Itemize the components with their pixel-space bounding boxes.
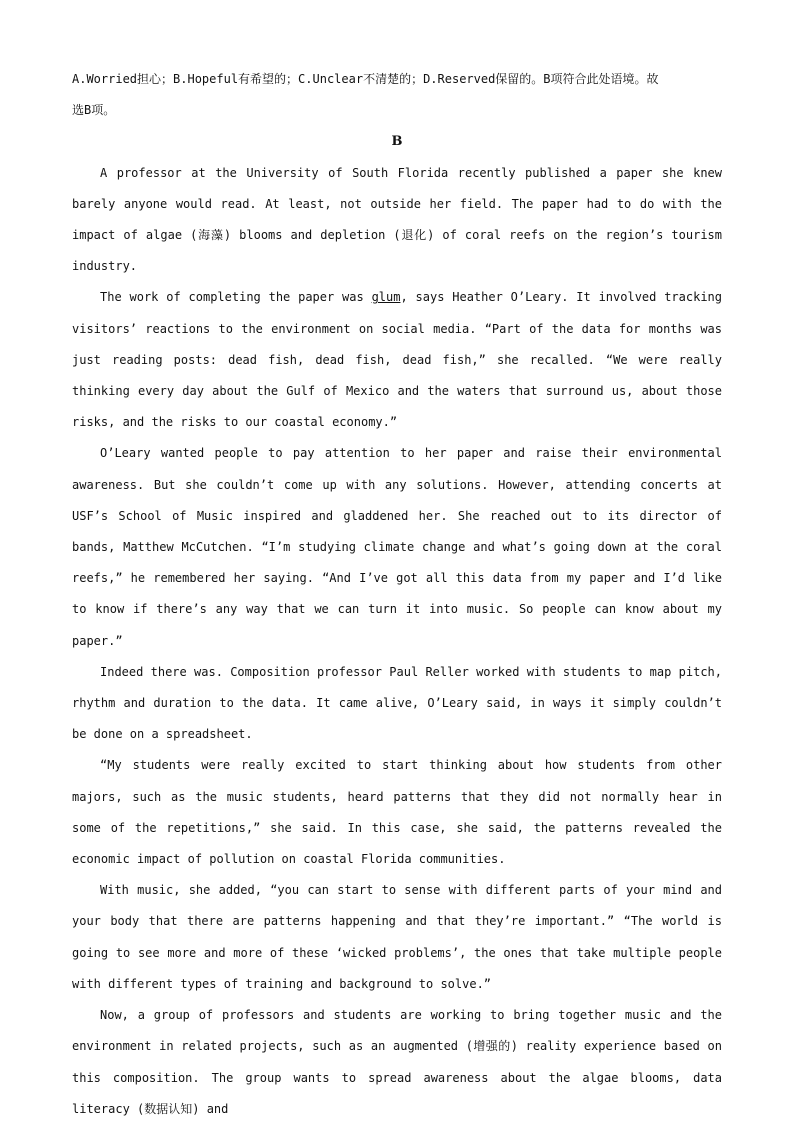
paragraph-6: With music, she added, “you can start to sense with different parts of your mind and your body that there are patterns happening and that they’re important.” “The world is going to see more and more of these ‘wicked problems’, the ones that take multiple people with different types of training and background to solve.” — [72, 883, 722, 991]
answer-note — [72, 64, 722, 126]
document-body — [72, 64, 722, 1125]
paragraph-2-rest: , says Heather O’Leary. It involved tracking visitors’ reactions to the environment on social media. “Part of the data for months was just reading posts: dead fish, dead fish, dead fish,” she recalled. “We were really thinking every day about the Gulf of Mexico and the waters that surround us, about those risks, and the risks to our coastal economy.” — [72, 290, 722, 430]
paragraph-2 — [72, 282, 722, 438]
answer-note-line-2: 选B项。 — [72, 103, 116, 118]
paragraph-3: O’Leary wanted people to pay attention to her paper and raise their environmental awareness. But she couldn’t come up with any solutions. However, attending concerts at USF’s School of Music inspired and gladdened her. She reached out to its director of bands, Matthew McCutchen. “I’m studying climate change and what’s going down at the coral reefs,” he remembered her saying. “And I’ve got all this data from my paper and I’d like to know if there’s any way that we can turn it into music. So people can know about my paper.” — [72, 446, 722, 648]
paragraph-5: “My students were really excited to start thinking about how students from other majors, such as the music students, heard patterns that they did not normally hear in some of the repetitions,” she said. In this case, she said, the patterns revealed the economic impact of pollution on coastal Florida communities. — [72, 758, 722, 867]
paragraph-4: Indeed there was. Composition professor Paul Reller worked with students to map pitch, rhythm and duration to the data. It came alive, O’Leary said, in ways it simply couldn’t be done on a spreadsheet. — [72, 664, 722, 742]
section-heading: B — [391, 134, 403, 150]
answer-note-line-1: A.Worried担心；B.Hopeful有希望的；C.Unclear不清楚的；D.Reserved保留的。B项符合此处语境。故 — [72, 72, 659, 86]
paragraph-1: A professor at the University of South Florida recently published a paper she knew barely anyone would read. At least, not outside her field. The paper had to do with the impact of algae (海藻) blooms and depletion (退化) of coral reefs on the region’s tourism industry. — [72, 165, 722, 274]
paragraph-7: Now, a group of professors and students are working to bring together music and the environment in related projects, such as an augmented (增强的) reality experience based on this composition. The group wants to spread awareness about the algae blooms, data literacy (数据认知) and — [72, 1008, 722, 1116]
paragraph-2-lead: The work of completing the paper was — [100, 290, 372, 305]
underlined-word: glum — [371, 290, 401, 305]
